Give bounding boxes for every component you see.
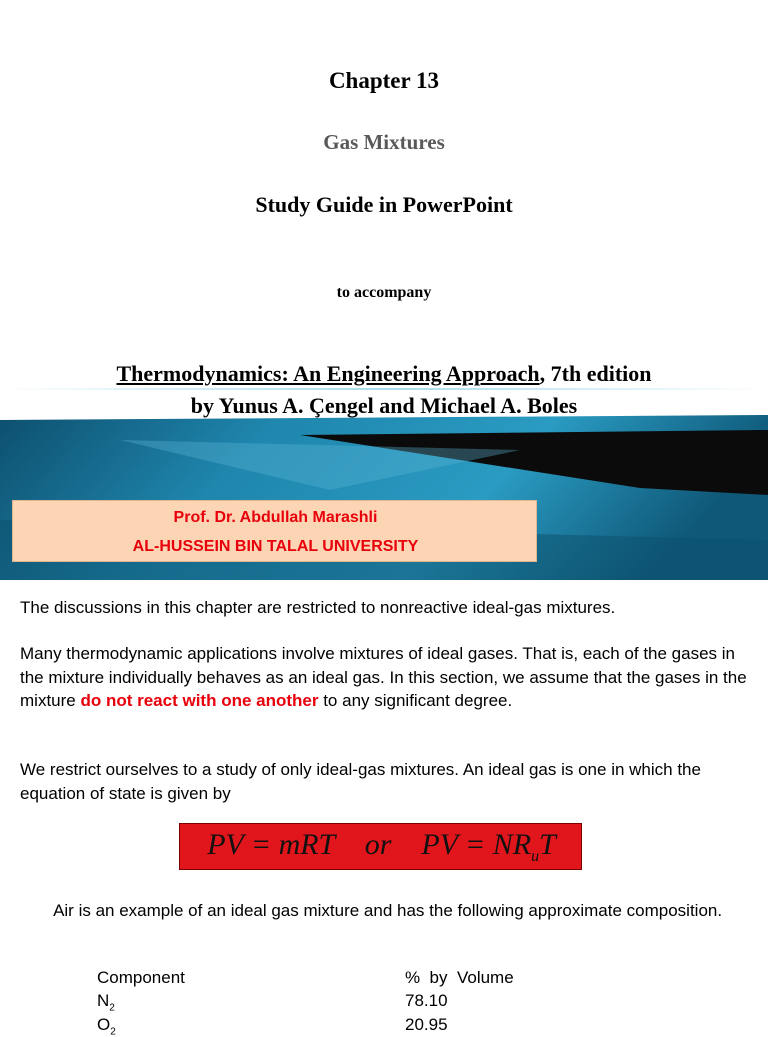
chapter-title: Chapter 13	[328, 68, 440, 93]
book-title-name: Thermodynamics: An Engineering Approach	[116, 361, 540, 386]
book-authors: by Yunus A. Çengel and Michael A. Boles	[190, 393, 578, 418]
equation-subscript: u	[531, 848, 540, 865]
equation-right: T	[539, 828, 556, 861]
paragraph-scope: The discussions in this chapter are restricted to nonreactive ideal-gas mixtures.	[20, 598, 616, 617]
paragraph-mixtures	[20, 642, 755, 713]
equation	[180, 828, 583, 866]
accompany-text: to accompany	[336, 284, 432, 301]
component-symbol: O	[97, 1015, 111, 1034]
component-subscript: 2	[109, 1002, 115, 1014]
equation-box	[179, 823, 582, 870]
book-edition: , 7th edition	[539, 361, 652, 386]
table-header-volume: % by Volume	[405, 968, 514, 987]
p2-text-2: to any significant degree.	[318, 691, 513, 710]
component-symbol: N	[97, 991, 110, 1010]
table-row-component	[97, 1015, 116, 1037]
p4-text: Air is an example of an ideal gas mixture and has the following approximate composition.	[53, 901, 723, 920]
presenter-university: AL-HUSSEIN BIN TALAL UNIVERSITY	[132, 538, 419, 555]
presenter-name: Prof. Dr. Abdullah Marashli	[173, 509, 378, 526]
paragraph-air	[20, 899, 755, 923]
component-subscript: 2	[110, 1026, 116, 1037]
equation-left: PV = mRT or PV = NR	[207, 828, 532, 861]
paragraph-ideal-gas: We restrict ourselves to a study of only ideal-gas mixtures. An ideal gas is one in which the equation of state is given by	[20, 760, 701, 803]
chapter-subtitle: Gas Mixtures	[323, 130, 445, 154]
book-title	[0, 361, 768, 387]
table-row-value: 20.95	[405, 1015, 448, 1034]
table-row-component	[97, 991, 115, 1013]
table-header-component: Component	[97, 968, 185, 987]
table-row-value: 78.10	[405, 991, 448, 1010]
presenter-box	[12, 500, 537, 562]
guide-title: Study Guide in PowerPoint	[255, 192, 513, 217]
p2-highlight: do not react with one another	[80, 691, 319, 710]
p2-text-1: Many thermodynamic applications involve mixtures of ideal gases. That is, each of the gases in the mixture individually behaves as an ideal gas. In this section, we assume that the gases in the mixture	[20, 644, 747, 710]
